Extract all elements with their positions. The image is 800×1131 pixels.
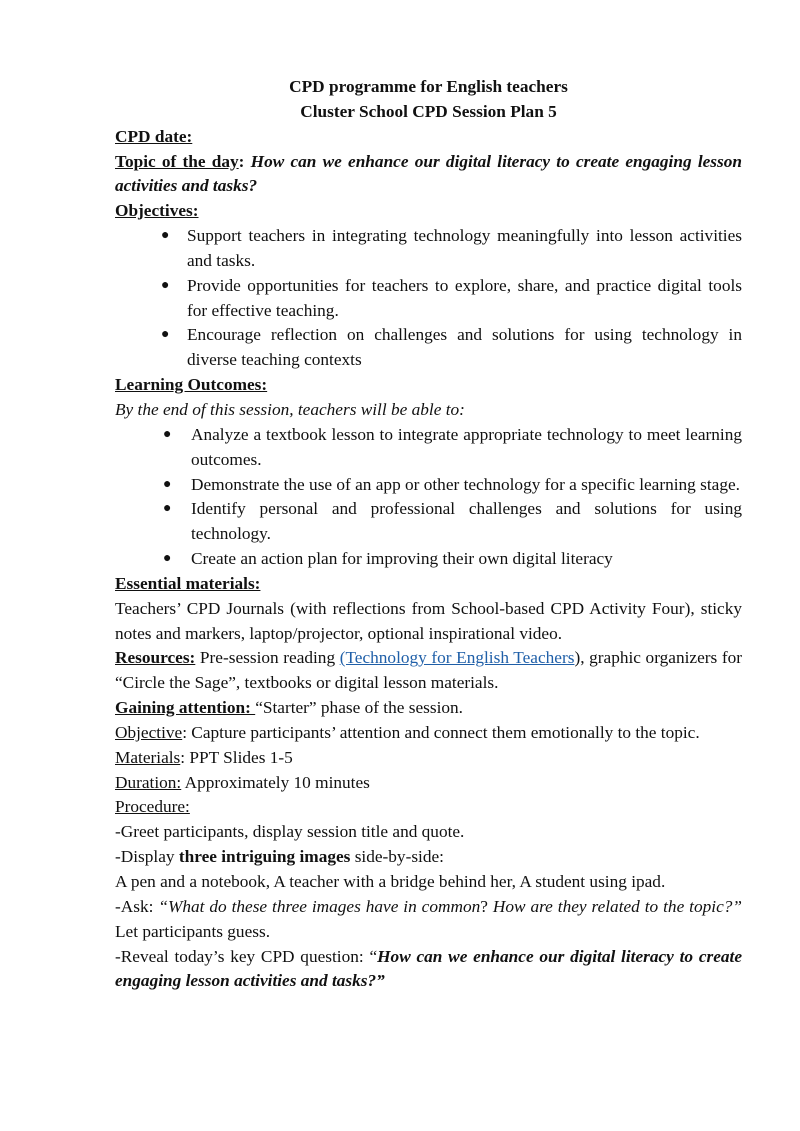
procedure-step-ask: -Ask: “What do these three images have in common? How are they related to the topic?” Let participants guess. — [115, 896, 742, 941]
essential-materials-text: Teachers’ CPD Journals (with reflections from School-based CPD Activity Four), sticky notes and markers, laptop/projector, optional inspirational video. — [115, 598, 742, 643]
resources-paragraph: Resources: Pre-session reading (Technology for English Teachers), graphic organizers for “Circle the Sage”, textbooks or digital lesson materials. — [115, 648, 742, 693]
bullet-icon: ● — [161, 277, 170, 293]
learning-outcomes-list — [115, 423, 742, 572]
document-page — [115, 75, 742, 994]
objectives-heading: Objectives: — [115, 201, 199, 221]
learning-outcomes-heading: Learning Outcomes: — [115, 375, 268, 395]
list-item: ● Support teachers in integrating technology meaningfully into lesson activities and tasks. — [161, 226, 742, 270]
objective-line: Objective: Capture participants’ attention and connect them emotionally to the topic. — [115, 722, 700, 742]
gaining-attention-line: Gaining attention: “Starter” phase of the session. — [115, 698, 463, 718]
procedure-heading: Procedure: — [115, 797, 190, 817]
bullet-icon: ● — [163, 501, 172, 517]
procedure-step-reveal: -Reveal today’s key CPD question: “How can we enhance our digital literacy to create engaging lesson activities and tasks?” — [115, 946, 742, 991]
objectives-list — [115, 224, 742, 373]
materials-line: Materials: PPT Slides 1-5 — [115, 747, 293, 767]
learning-outcomes-intro: By the end of this session, teachers will be able to: — [115, 399, 465, 419]
bullet-icon: ● — [161, 228, 170, 244]
topic-colon: : — [238, 151, 251, 171]
technology-for-english-teachers-link[interactable]: (Technology for English Teachers — [339, 648, 575, 668]
list-item: ● Encourage reflection on challenges and solutions for using technology in diverse teaching contexts — [161, 325, 742, 370]
topic-label: Topic of the day — [115, 151, 239, 171]
bullet-icon: ● — [163, 426, 172, 442]
list-item: ● Create an action plan for improving their own digital literacy — [115, 547, 742, 572]
objective-label: Objective — [115, 722, 183, 742]
topic-text: How can we enhance our digital literacy to create engaging lesson activities and tasks? — [115, 151, 742, 196]
list-item: ● Identify personal and professional challenges and solutions for using technology. — [163, 499, 742, 544]
topic-paragraph — [115, 150, 742, 200]
procedure-step-greet: -Greet participants, display session title and quote. — [115, 822, 465, 842]
cpd-date-label: CPD date: — [115, 126, 193, 146]
duration-line: Duration: Approximately 10 minutes — [115, 772, 370, 792]
document-title: CPD programme for English teachers — [289, 77, 568, 96]
list-item: ● Analyze a textbook lesson to integrate appropriate technology to meet learning outcomes. — [163, 424, 742, 469]
procedure-step-images: A pen and a notebook, A teacher with a bridge behind her, A student using ipad. — [115, 872, 666, 891]
bullet-icon: ● — [163, 551, 172, 567]
duration-label: Duration: — [115, 772, 182, 792]
list-item: ● Provide opportunities for teachers to explore, share, and practice digital tools for effective teaching. — [161, 275, 742, 320]
essential-materials-heading: Essential materials: — [115, 573, 261, 593]
bullet-icon: ● — [163, 476, 172, 492]
document-subtitle: Cluster School CPD Session Plan 5 — [300, 101, 557, 121]
list-item: ● Demonstrate the use of an app or other technology for a specific learning stage. — [115, 473, 742, 498]
materials-label: Materials — [115, 747, 181, 767]
procedure-step-display: -Display three intriguing images side-by-side: — [115, 847, 444, 867]
bullet-icon: ● — [161, 327, 170, 343]
resources-label: Resources: — [115, 648, 196, 668]
gaining-attention-label: Gaining attention: — [115, 698, 256, 718]
